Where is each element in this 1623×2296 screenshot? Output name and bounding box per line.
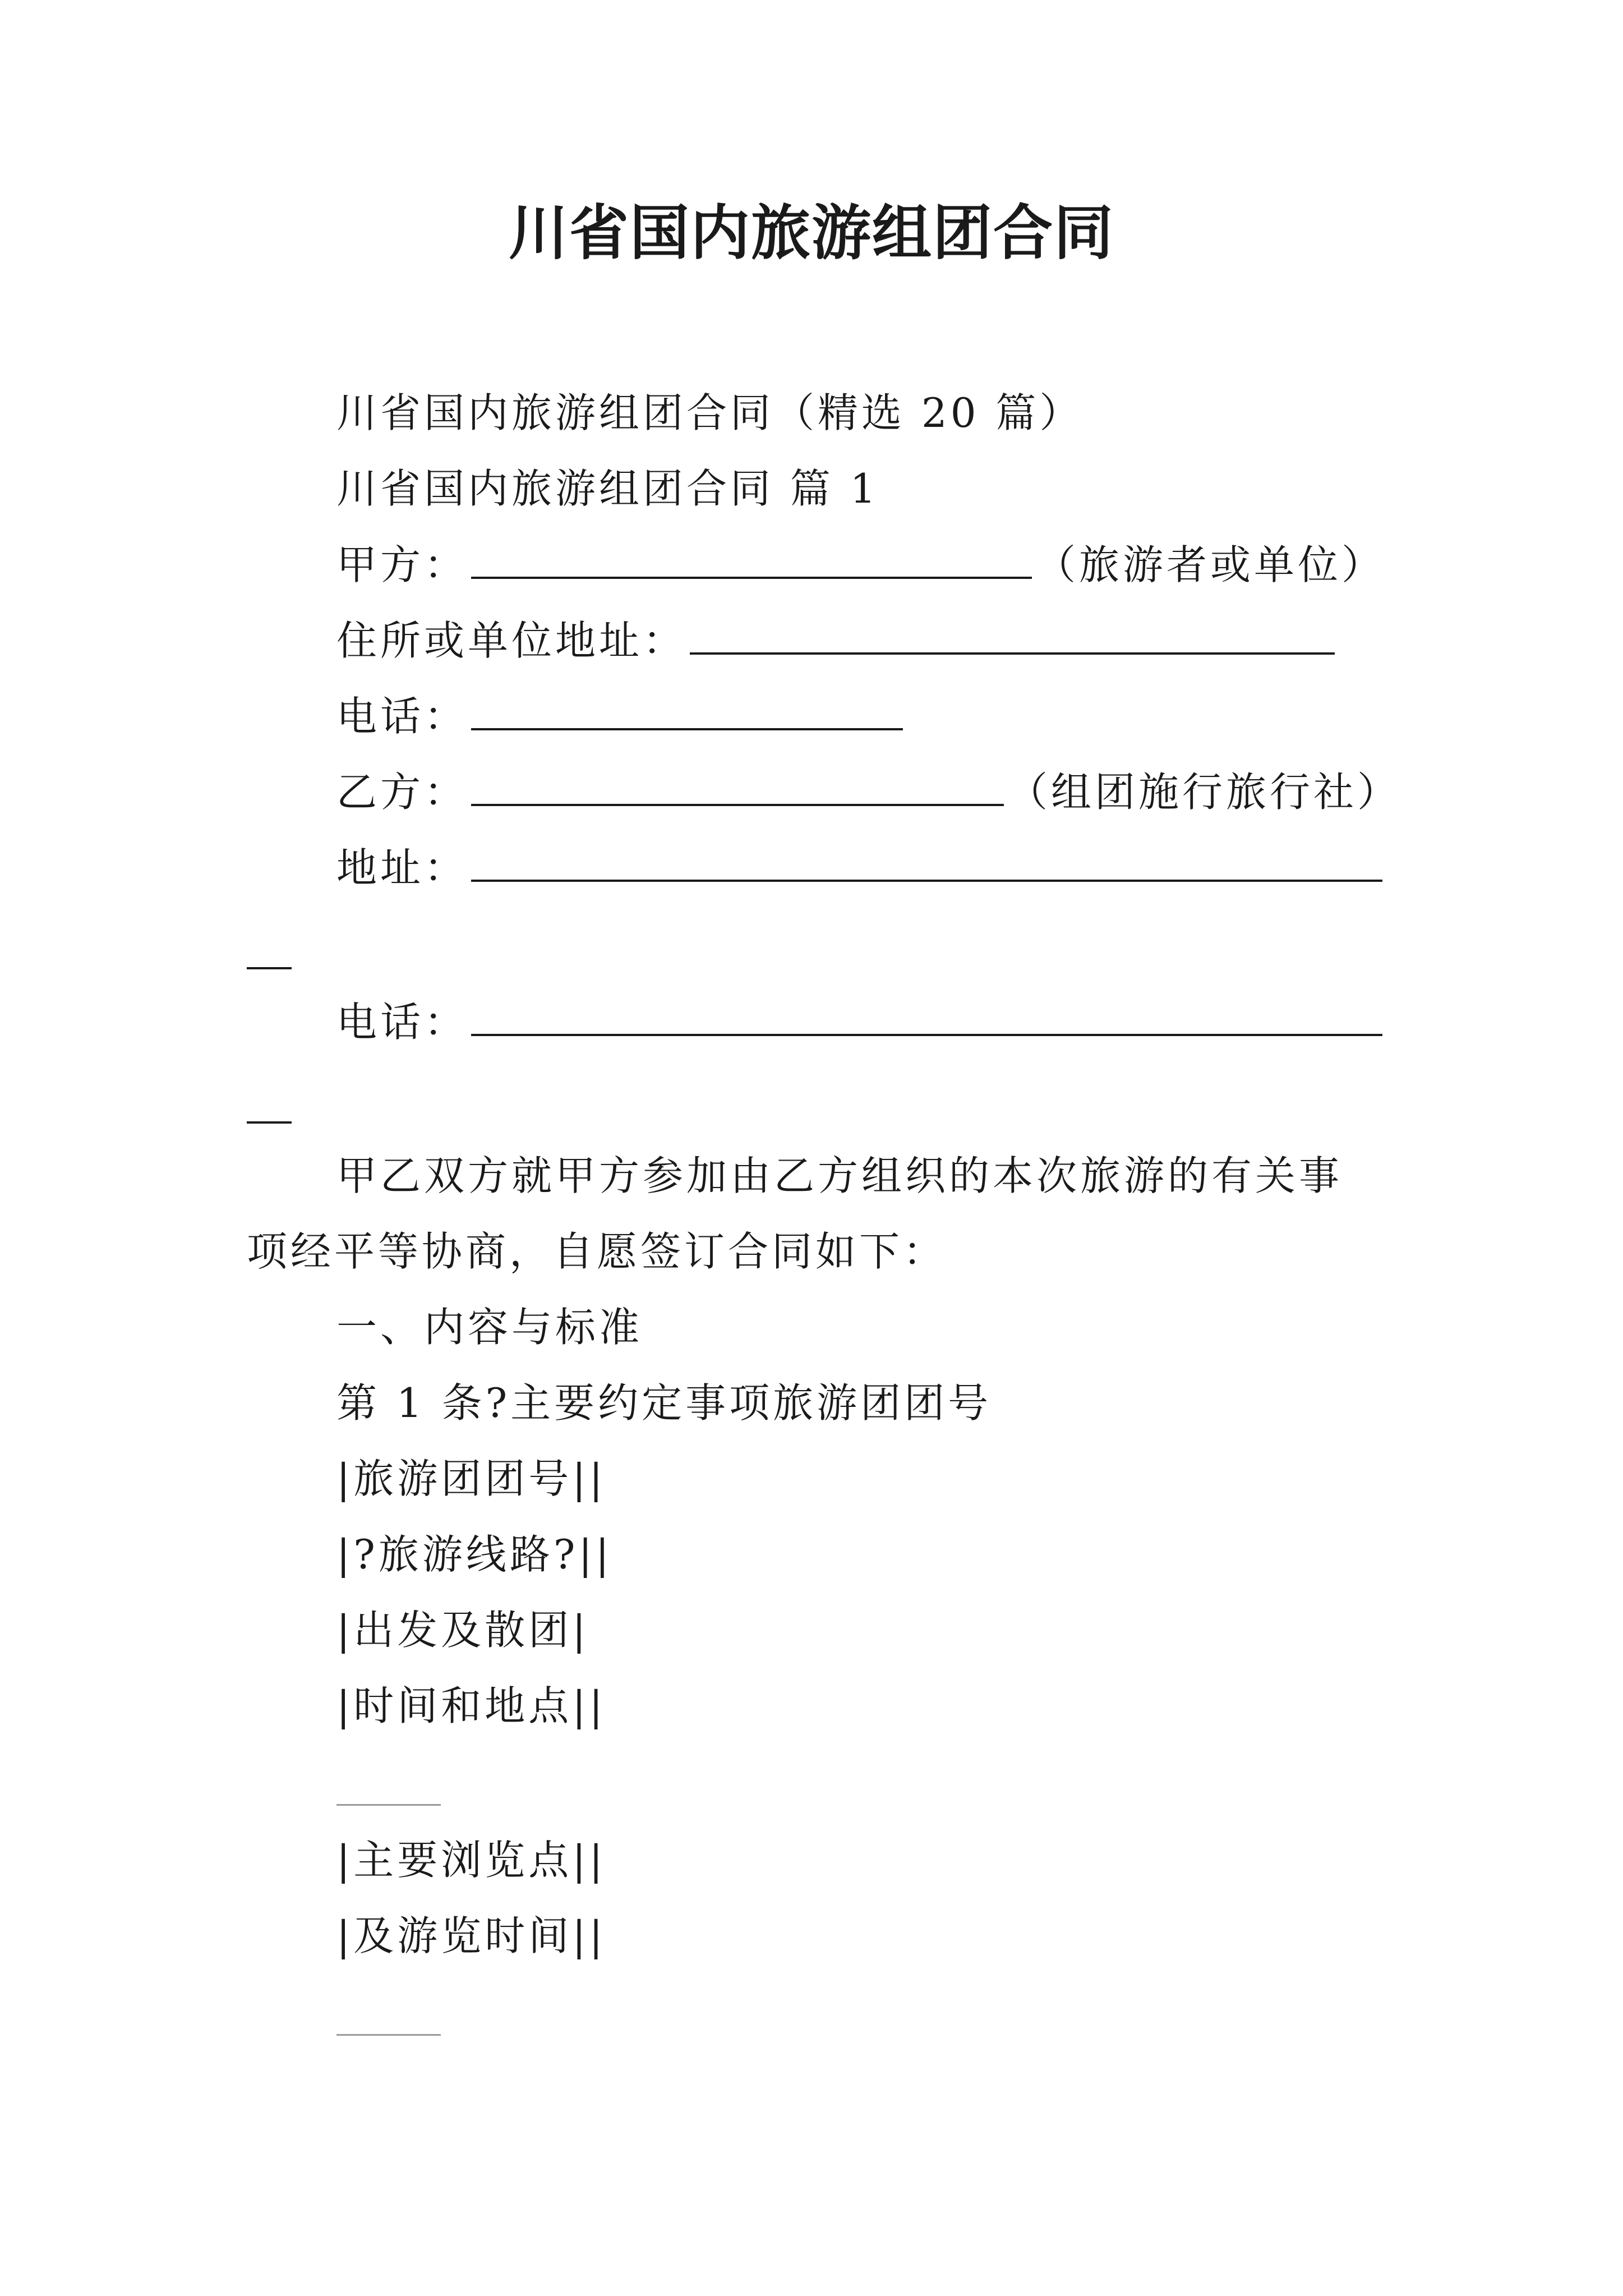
phone-b-label: 电话： [336, 999, 468, 1046]
table-separator [336, 2034, 441, 2036]
table-row: |时间和地点|| [336, 1682, 606, 1729]
address-a-label: 住所或单位地址： [336, 617, 687, 664]
intro-line-1: 甲乙双方就甲方参加由乙方组织的本次旅游的有关事 [336, 1152, 1343, 1199]
phone-a-label: 电话： [336, 693, 468, 740]
party-b-line [336, 765, 1401, 819]
table-row: |旅游团团号|| [336, 1455, 606, 1502]
party-b-blank [471, 765, 1004, 806]
article-1: 第 1 条?主要约定事项旅游团团号 [336, 1379, 992, 1427]
address-a-blank [690, 613, 1335, 655]
phone-b-line [336, 995, 1386, 1049]
table-row: |及游览时间|| [336, 1912, 606, 1959]
document-title: 川省国内旅游组团合同 [509, 197, 1114, 268]
phone-b-blank-continuation [247, 1121, 292, 1124]
address-b-blank-continuation [247, 967, 292, 969]
table-row: |出发及散团| [336, 1607, 589, 1654]
party-b-suffix: （组团施行旅行社） [1007, 769, 1401, 816]
party-a-blank [471, 537, 1032, 579]
phone-a-blank [471, 689, 903, 730]
party-a-line [336, 537, 1385, 592]
address-b-label: 地址： [336, 844, 468, 891]
table-row: |?旅游线路?|| [336, 1531, 612, 1578]
document-subtitle: 川省国内旅游组团合同（精选 20 篇） [336, 389, 1083, 436]
party-a-label: 甲方： [336, 541, 468, 588]
party-a-suffix: （旅游者或单位） [1035, 541, 1386, 588]
address-b-line [336, 840, 1386, 895]
address-a-line [336, 613, 1338, 668]
section-heading: 川省国内旅游组团合同 篇 1 [336, 465, 879, 512]
table-row: |主要浏览点|| [336, 1837, 606, 1884]
phone-a-line [336, 689, 906, 743]
table-separator [336, 1804, 441, 1806]
phone-b-blank [471, 995, 1382, 1036]
intro-line-2: 项经平等协商，自愿签订合同如下： [247, 1228, 947, 1275]
address-b-blank [471, 840, 1382, 882]
section-one-heading: 一、内容与标准 [336, 1304, 643, 1351]
party-b-label: 乙方： [336, 769, 468, 816]
